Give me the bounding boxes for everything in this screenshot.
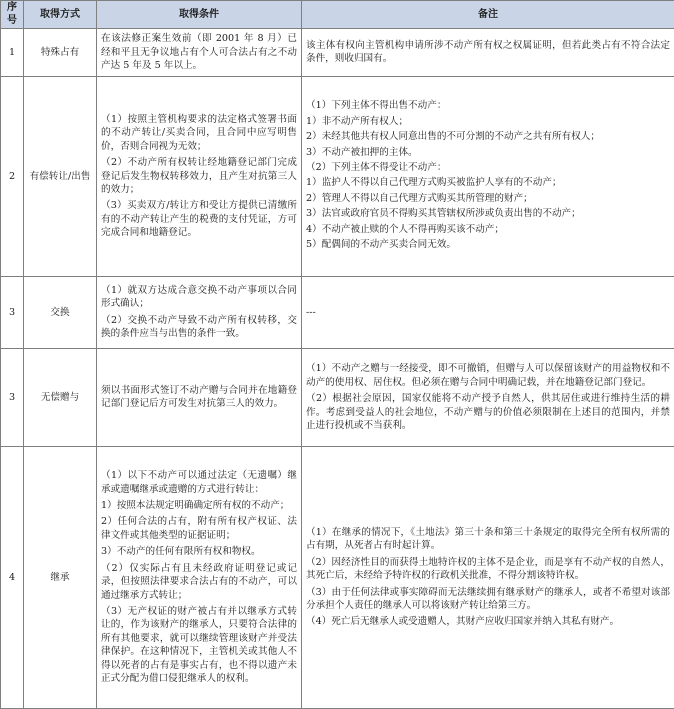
row-number: 4 [1,446,24,708]
note-item: 3）不动产被扣押的主体。 [306,146,670,159]
row-notes [302,446,674,708]
row-notes [302,76,674,276]
table-row [1,276,674,348]
row-notes [302,28,674,76]
row-method: 继承 [24,446,97,708]
row-conditions [97,348,302,446]
condition-item: （2）仅实际占有且未经政府证明登记或记录，但按照法律要求合法占有的不动产，可以通过继承方式转让； [101,562,297,602]
condition-item: 2）任何合法的占有，附有所有权产权证、法律文件或其他类型的证据证明； [101,515,297,542]
header-num: 序号 [1,1,24,29]
row-method: 有偿转让/出售 [24,76,97,276]
row-method: 特殊占有 [24,28,97,76]
row-method: 无偿赠与 [24,348,97,446]
row-conditions [97,76,302,276]
note-item: 该主体有权向主管机构申请所涉不动产所有权之权属证明，但若此类占有不符合法定条件，则收归国有。 [306,39,670,66]
note-item: （4）死亡后无继承人或受遗赠人，其财产应收归国家并纳入其私有财产。 [306,615,670,628]
condition-item: （2）交换不动产导致不动产所有权转移，交换的条件应当与出售的条件一致。 [101,314,297,341]
row-method: 交换 [24,276,97,348]
row-number: 2 [1,76,24,276]
condition-item: （3）无产权证的财产被占有并以继承方式转让的，作为该财产的继承人，只要符合法律的所有其他要求，就可以继续管理该财产并受法律保护。在这种情况下，主管机关或其他人不得以死者的占有是事实占有，也不得以遗产未正式分配为借口侵犯继承人的权利。 [101,605,297,685]
condition-item: （1）以下不动产可以通过法定（无遗嘱）继承或遗嘱继承或遗赠的方式进行转让： [101,469,297,496]
note-item: 1）非不动产所有权人； [306,115,670,128]
condition-item: （1）按照主管机构要求的法定格式签署书面的不动产转让/买卖合同，且合同中应写明售价，否则合同视为无效； [101,113,297,153]
condition-item: 3）不动产的任何有限所有权和物权。 [101,545,297,558]
table-row [1,76,674,276]
condition-item: 须以书面形式签订不动产赠与合同并在地籍登记部门登记后方可发生对抗第三人的效力。 [101,384,297,411]
header-note: 备注 [302,1,674,29]
table-row [1,348,674,446]
row-number: 1 [1,28,24,76]
note-item: （2）下列主体不得受让不动产： [306,161,670,174]
header-row [1,1,674,29]
note-item: （3）由于任何法律或事实障碍而无法继续拥有继承财产的继承人，或者不希望对该部分承担个人责任的继承人可以将该财产转让给第三方。 [306,586,670,613]
row-conditions [97,276,302,348]
table-row [1,446,674,708]
row-conditions [97,28,302,76]
note-item: 5）配偶间的不动产买卖合同无效。 [306,238,670,251]
note-item: 3）法官或政府官员不得购买其管辖权所涉或负责出售的不动产； [306,207,670,220]
note-item: 2）管理人不得以自己代理方式购买其所管理的财产； [306,192,670,205]
note-item: （2）根据社会原因，国家仅能将不动产授予自然人，供其居住或进行维持生活的耕作。考虑到受益人的社会地位，不动产赠与的价值必须限制在上述目的范围内，并禁止进行投机或不当获利。 [306,392,670,432]
note-item: 2）未经其他共有权人同意出售的不可分割的不动产之共有所有权人； [306,130,670,143]
note-item: --- [306,306,670,319]
note-item: （1）不动产之赠与一经接受，即不可撤销，但赠与人可以保留该财产的用益物权和不动产的使用权、居住权。但必须在赠与合同中明确记载，并在地籍登记部门登记。 [306,362,670,389]
condition-item: 在该法修正案生效前（即 2001 年 8 月）已经和平且无争议地占有个人可合法占有之不动产达 5 年及 5 年以上。 [101,32,297,72]
row-number: 3 [1,276,24,348]
condition-item: （1）就双方达成合意交换不动产事项以合同形式确认； [101,284,297,311]
note-item: （1）在继承的情况下，《土地法》第三十条和第三十条规定的取得完全所有权所需的占有期，从死者占有时起计算。 [306,526,670,553]
row-conditions [97,446,302,708]
header-condition: 取得条件 [97,1,302,29]
row-notes [302,348,674,446]
row-notes [302,276,674,348]
condition-item: 1）按照本法规定明确确定所有权的不动产； [101,499,297,512]
note-item: 1）监护人不得以自己代理方式购买被监护人享有的不动产； [306,176,670,189]
header-method: 取得方式 [24,1,97,29]
note-item: 4）不动产被止赎的个人不得再购买该不动产； [306,223,670,236]
note-item: （1）下列主体不得出售不动产： [306,99,670,112]
table-row [1,28,674,76]
note-item: （2）因经济性目的而获得土地特许权的主体不是企业，而是享有不动产权的自然人，其死亡后，未经给予特许权的行政机关批准，不得分割该特许权。 [306,556,670,583]
row-number: 3 [1,348,24,446]
condition-item: （2）不动产所有权转让经地籍登记部门完成登记后发生物权转移效力，且产生对抗第三人的效力； [101,156,297,196]
condition-item: （3）买卖双方/转让方和受让方提供已清缴所有的不动产转让产生的税费的支付凭证，方可完成合同和地籍登记。 [101,199,297,239]
